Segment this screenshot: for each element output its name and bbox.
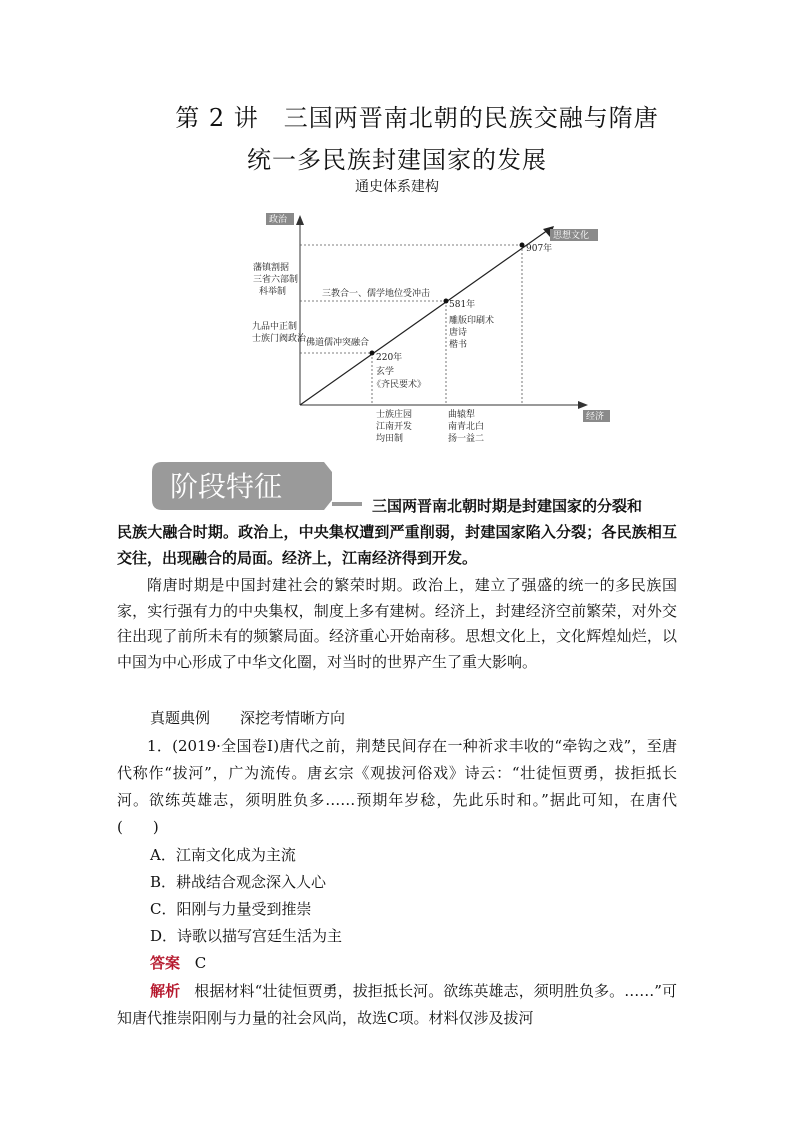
- mid-label-upper: 三教合一、儒学地位受冲击: [322, 289, 431, 299]
- left-label-2: 三省六部制: [253, 275, 299, 285]
- left-label-5: 士族门阀政治: [252, 334, 307, 344]
- analysis-label: 解析: [150, 982, 181, 1000]
- econ-left-2: 江南开发: [376, 422, 413, 432]
- option-d: D．诗歌以描写宫廷生活为主: [150, 927, 343, 945]
- analysis-block: [117, 978, 677, 1032]
- point-581: [444, 299, 449, 304]
- page-title-line1: 第 2 讲 三国两晋南北朝的民族交融与隋唐: [175, 104, 659, 132]
- econ-right-3: 扬一益二: [448, 434, 485, 444]
- stage-banner: [152, 462, 362, 510]
- y-axis-arrow: [296, 215, 304, 225]
- year-581: 581年: [449, 300, 476, 310]
- stage-para1-rest: 民族大融合时期。政治上，中央集权遭到严重削弱，封建国家陷入分裂；各民族相互交往，出现融合的局面。经济上，江南经济得到开发。: [117, 523, 677, 567]
- left-label-1: 藩镇割据: [253, 263, 290, 273]
- econ-left-3: 均田制: [376, 434, 404, 444]
- point-220: [370, 351, 375, 356]
- point-907: [520, 243, 525, 248]
- answer-value: C: [194, 954, 207, 972]
- year-220: 220年: [376, 353, 403, 363]
- economy-tag-label: 经济: [586, 412, 605, 422]
- culture-220-1: 玄学: [376, 367, 395, 377]
- timeline-diagram: [250, 203, 610, 453]
- option-c: C．阳刚与力量受到推崇: [150, 900, 312, 918]
- option-a: A．江南文化成为主流: [150, 846, 296, 864]
- econ-left-1: 士族庄园: [376, 410, 413, 420]
- option-b: B．耕战结合观念深入人心: [150, 873, 327, 891]
- page-title-line2: 统一多民族封建国家的发展: [247, 146, 547, 174]
- mid-label-lower: 佛道儒冲突融合: [306, 338, 370, 348]
- culture-581-1: 雕版印刷术: [449, 316, 495, 326]
- stage-para2: 隋唐时期是中国封建社会的繁荣时期。政治上，建立了强盛的统一的多民族国家，实行强有力的中央集权，制度上多有建树。经济上，封建经济空前繁荣，对外交往出现了前所未有的频繁局面。经济重心开始南移。思想文化上，文化辉煌灿烂，以中国为中心形成了中华文化圈，对当时的世界产生了重大影响。: [117, 576, 677, 671]
- year-907: 907年: [526, 244, 553, 254]
- left-label-4: 九品中正制: [252, 322, 298, 332]
- section-heading: 真题典例 深挖考情晰方向: [150, 709, 346, 727]
- stage-banner-label: 阶段特征: [170, 470, 283, 503]
- culture-tag-label: 思想文化: [553, 231, 590, 241]
- politics-tag-label: 政治: [269, 215, 288, 225]
- diagonal-line: [300, 230, 548, 405]
- left-label-3: 科举制: [259, 287, 287, 297]
- stage-para1-first-line: 三国两晋南北朝时期是封建国家的分裂和: [372, 497, 643, 515]
- culture-581-2: 唐诗: [449, 328, 468, 338]
- answer-label: 答案: [150, 954, 181, 972]
- econ-right-2: 南青北白: [448, 422, 485, 432]
- culture-220-2: 《齐民要术》: [372, 380, 427, 390]
- question-stem: 1．(2019·全国卷Ⅰ)唐代之前，荆楚民间存在一种祈求丰收的“牵钩之戏”，至唐代称作“拔河”，广为流传。唐玄宗《观拔河俗戏》诗云：“壮徒恒贾勇，拔拒抵长河。欲练英雄志，须明胜负多……预期年岁稔，先此乐时和。”据此可知，在唐代( ): [117, 737, 677, 836]
- x-axis-arrow: [578, 401, 588, 409]
- culture-581-3: 楷书: [449, 340, 468, 350]
- diagram-subtitle: 通史体系建构: [355, 179, 439, 195]
- answer-row: [150, 951, 206, 976]
- econ-right-1: 曲辕犁: [448, 410, 476, 420]
- analysis-text: 根据材料“壮徒恒贾勇，拔拒抵长河。欲练英雄志，须明胜负多。……”可知唐代推崇阳刚与力量的社会风尚，故选C项。材料仅涉及拔河: [117, 982, 677, 1027]
